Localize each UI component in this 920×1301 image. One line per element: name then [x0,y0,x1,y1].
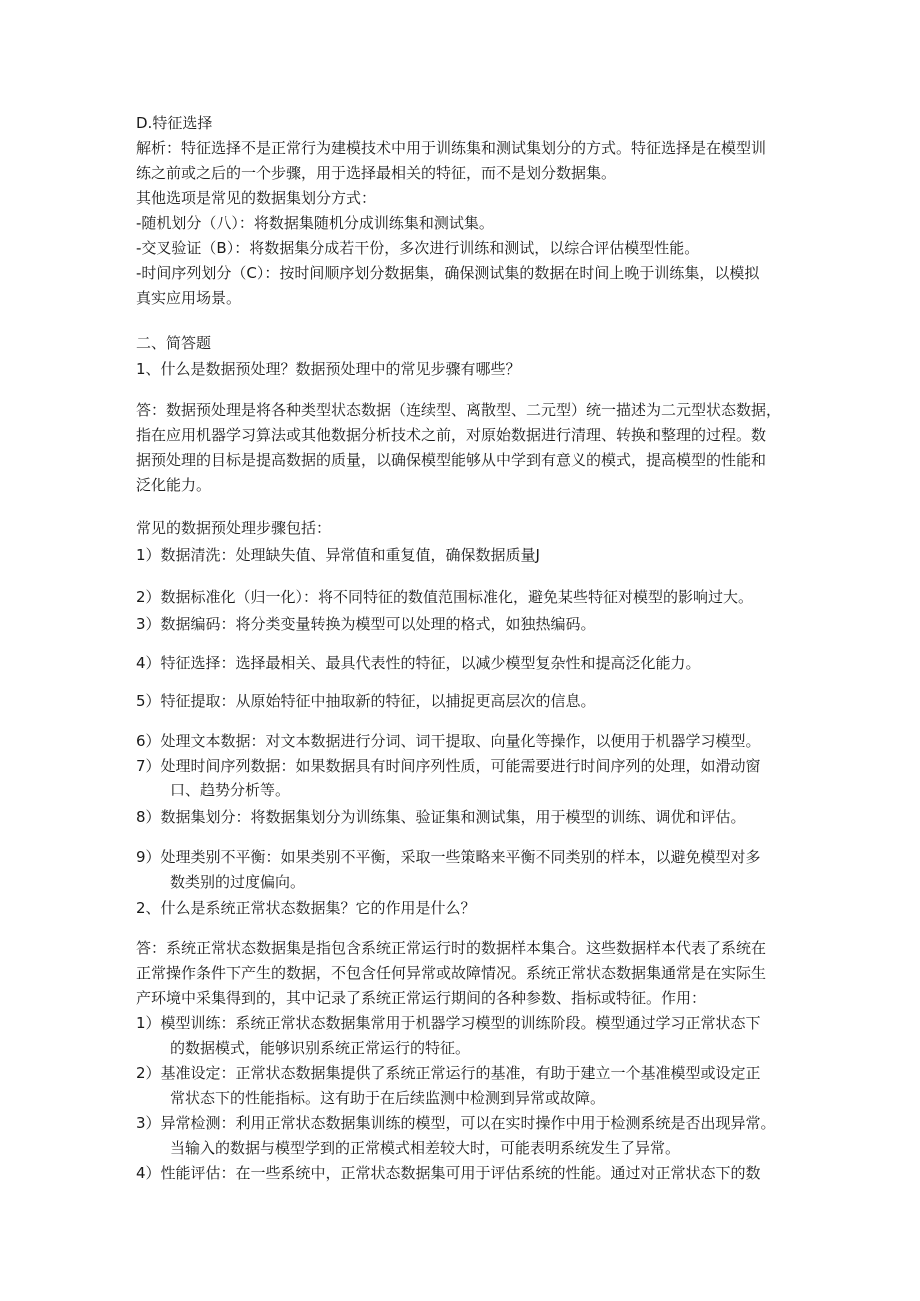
section-heading: 二、简答题 [136,334,212,352]
list-item: 6）处理文本数据：对文本数据进行分词、词干提取、向量化等操作，以便用于机器学习模型。 [136,732,761,750]
list-item: 1）模型训练：系统正常状态数据集常用于机器学习模型的训练阶段。模型通过学习正常状态下 [136,1014,761,1032]
answer-paragraph-line: 泛化能力。 [136,476,212,494]
answer-paragraph-line: 答：系统正常状态数据集是指包含系统正常运行时的数据样本集合。这些数据样本代表了系统在 [136,939,767,957]
list-item-continuation: 数类别的过度偏向。 [170,873,306,891]
list-item: 4）特征选择：选择最相关、最具代表性的特征，以减少模型复杂性和提高泛化能力。 [136,654,701,672]
answer-paragraph-line: 据预处理的目标是提高数据的质量，以确保模型能够从中学到有意义的模式，提高模型的性能和 [136,451,767,469]
list-item: 2）基准设定：正常状态数据集提供了系统正常运行的基准，有助于建立一个基准模型或设定正 [136,1064,761,1082]
list-item-continuation: 真实应用场景。 [136,289,242,307]
list-item: 1）数据清洗：处理缺失值、异常值和重复值，确保数据质量J [136,546,540,564]
list-item: 5）特征提取：从原始特征中抽取新的特征，以捕捉更高层次的信息。 [136,692,596,710]
answer-option-d: D.特征选择 [136,114,213,132]
list-item: 3）异常检测：利用正常状态数据集训练的模型，可以在实时操作中用于检测系统是否出现异常。 [136,1114,776,1132]
answer-paragraph-line: 产环境中采集得到的，其中记录了系统正常运行期间的各种参数、指标或特征。作用： [136,989,707,1007]
text-line: 常见的数据预处理步骤包括： [136,519,332,537]
answer-paragraph-line: 指在应用机器学习算法或其他数据分析技术之前，对原始数据进行清理、转换和整理的过程。数 [136,426,767,444]
list-item: -时间序列划分（C）：按时间顺序划分数据集，确保测试集的数据在时间上晚于训练集，以模拟 [136,264,760,282]
analysis-paragraph-line: 解析：特征选择不是正常行为建模技术中用于训练集和测试集划分的方式。特征选择是在模型训 [136,139,767,157]
list-item: 9）处理类别不平衡：如果类别不平衡，采取一些策略来平衡不同类别的样本，以避免模型对多 [136,848,761,866]
text-line: 其他选项是常见的数据集划分方式： [136,189,377,207]
question-title: 1、什么是数据预处理？数据预处理中的常见步骤有哪些？ [136,360,521,378]
list-item: 2）数据标准化（归一化）：将不同特征的数值范围标准化，避免某些特征对模型的影响过大。 [136,588,754,606]
list-item-continuation: 口、趋势分析等。 [170,781,291,799]
list-item: 3）数据编码：将分类变量转换为模型可以处理的格式，如独热编码。 [136,615,596,633]
list-item-continuation: 当输入的数据与模型学到的正常模式相差较大时，可能表明系统发生了异常。 [170,1139,681,1157]
analysis-paragraph-line: 练之前或之后的一个步骤，用于选择最相关的特征，而不是划分数据集。 [136,164,617,182]
list-item-continuation: 常状态下的性能指标。这有助于在后续监测中检测到异常或故障。 [170,1089,606,1107]
question-title: 2、什么是系统正常状态数据集？它的作用是什么？ [136,899,476,917]
list-item: -随机划分（八）：将数据集随机分成训练集和测试集。 [136,214,494,232]
list-item-continuation: 的数据模式，能够识别系统正常运行的特征。 [170,1039,471,1057]
list-item: 4）性能评估：在一些系统中，正常状态数据集可用于评估系统的性能。通过对正常状态下的数 [136,1164,761,1182]
list-item: 7）处理时间序列数据：如果数据具有时间序列性质，可能需要进行时间序列的处理，如滑动窗 [136,757,761,775]
answer-paragraph-line: 答：数据预处理是将各种类型状态数据（连续型、离散型、二元型）统一描述为二元型状态数据， [136,401,782,419]
list-item: 8）数据集划分：将数据集划分为训练集、验证集和测试集，用于模型的训练、调优和评估。 [136,808,746,826]
list-item: -交叉验证（B）：将数据集分成若干份，多次进行训练和测试，以综合评估模型性能。 [136,239,700,257]
answer-paragraph-line: 正常操作条件下产生的数据，不包含任何异常或故障情况。系统正常状态数据集通常是在实际生 [136,964,767,982]
